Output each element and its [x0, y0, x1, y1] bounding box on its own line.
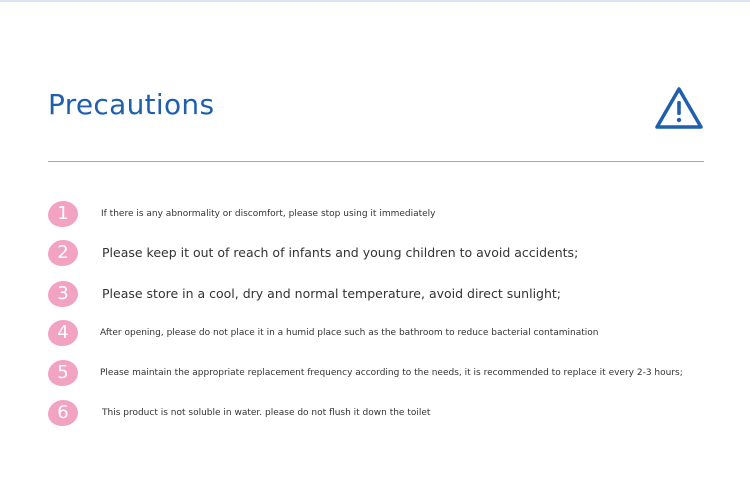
item-text: This product is not soluble in water. please do not flush it down the toilet: [102, 408, 431, 418]
number-badge: 4: [48, 320, 78, 346]
list-item: [48, 201, 708, 227]
page-title: Precautions: [48, 88, 215, 121]
number-badge: 3: [48, 281, 78, 307]
item-text: Please keep it out of reach of infants and young children to avoid accidents;: [102, 245, 579, 260]
list-item: [48, 400, 708, 426]
divider: [48, 161, 704, 162]
item-text: After opening, please do not place it in a humid place such as the bathroom to reduce bacterial contamination: [100, 328, 599, 338]
item-text: If there is any abnormality or discomfort, please stop using it immediately: [101, 209, 436, 219]
list-item: [48, 360, 708, 386]
number-badge: 1: [48, 201, 78, 227]
number-badge: 6: [48, 400, 78, 426]
number-badge: 2: [48, 240, 78, 266]
list-item: [48, 320, 708, 346]
warning-triangle-icon: [654, 86, 704, 130]
list-item: [48, 281, 708, 307]
top-border: [0, 0, 750, 2]
list-item: [48, 240, 708, 266]
number-badge: 5: [48, 360, 78, 386]
item-text: Please store in a cool, dry and normal temperature, avoid direct sunlight;: [102, 286, 562, 301]
item-text: Please maintain the appropriate replacement frequency according to the needs, it is recommended to replace it every 2-3 hours;: [100, 368, 683, 378]
